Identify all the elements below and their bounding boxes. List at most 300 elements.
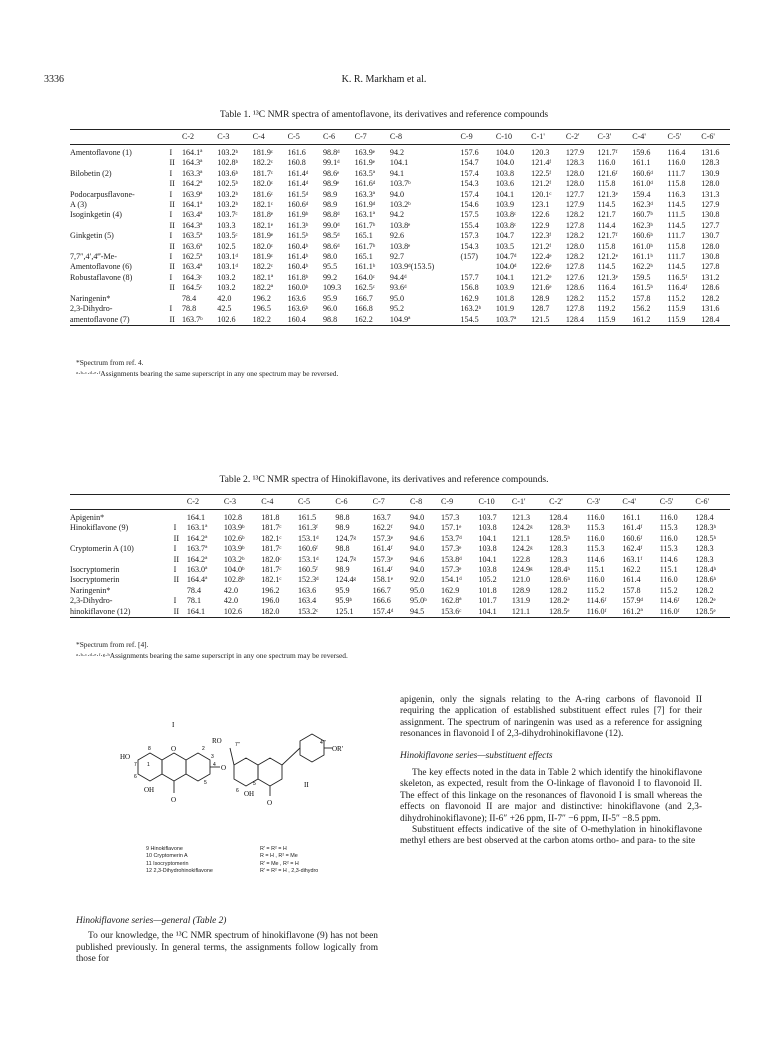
shift-cell: 121.7ᶠ [597,148,618,157]
table-row [70,221,730,231]
shift-cell: 114.5 [597,200,616,210]
shift-cell: 164.1 [184,607,221,618]
unit-label: II [169,200,175,210]
shift-cell: 103.1ᵈ [217,252,239,262]
table-row [70,242,730,252]
column-header: C-6 [320,130,352,145]
unit-label: I [173,523,177,533]
shift-cell: 166.7 [354,293,373,303]
shift-cell: 165.1 [354,252,373,262]
shift-cell: 128.4ʰ [695,565,717,575]
shift-cell: 103.8 [478,523,497,533]
shift-cell: 103.9ᵇ [223,523,245,533]
shift-cell: 164.2ª [186,533,208,543]
or-label: OR' [332,745,343,753]
shift-cell: 101.9 [495,304,515,314]
shift-cell: 121.3ᵉ [597,189,618,199]
shift-cell: 101.8 [495,293,515,303]
shift-cell: 131.6 [701,148,720,157]
table-row [70,596,730,606]
shift-cell: 161.7ᵇ [354,241,376,251]
shift-cell: 164.0ᶜ [354,272,375,282]
shift-cell: 104.1 [495,189,515,199]
unit-label: II [169,158,175,168]
shift-cell: 115.3 [586,544,605,554]
compound-name: Bilobetin (2) [70,168,112,178]
shift-cell: 164.5ᶜ [181,283,203,293]
shift-cell: 182.2 [250,315,285,326]
pos-8: 8 [148,746,151,752]
legend-name: 10 Cryptomerin A [146,853,188,860]
shift-cell: 161.4ᵈ [287,179,309,189]
shift-cell: 161.6 [287,148,306,157]
right-paragraph-3: Substituent effects indicative of the site of O-methylation in hinokiflavone methyl ethers are best observed at the carbon atoms ortho- and para- to the site [400,825,702,847]
table-row [70,607,730,618]
column-header: C-6 [332,495,369,510]
shift-cell: 115.3 [659,523,678,533]
unit-label: II [173,554,180,564]
shift-cell: 103.2ᵇ [389,200,411,210]
shift-cell: 121.4ᶠ [531,158,552,168]
shift-cell: 160.6ᵈ [287,200,309,210]
shift-cell: 42.0 [217,293,232,303]
shift-cell: 102.6 [214,315,249,326]
shift-cell: 162.2ᶠ [372,523,393,533]
shift-cell: 116.0 [659,575,678,585]
shift-cell: 157.9ᵈ [622,596,644,606]
shift-cell: 162.4ᶠ [622,544,643,554]
shift-cell: 163.3ª [181,168,203,178]
shift-cell: 161.5ᵇ [287,231,309,241]
shift-cell: 162.3ᵇ [632,220,653,230]
shift-cell: 157.3ᵉ [441,544,462,554]
shift-cell: 95.9 [322,293,338,303]
shift-cell: 122.8 [511,554,531,564]
shift-cell: 159.5 [632,272,651,282]
shift-cell: 98.9ᵉ [322,179,340,189]
table-row [70,210,730,220]
shift-cell: 164.3ᶜ [181,272,203,282]
shift-cell: 103.2 [217,272,236,282]
shift-cell: 128.9 [531,293,550,303]
shift-cell: 120.1ᶜ [531,189,552,199]
shift-cell: 128.0 [565,168,585,178]
shift-cell: 163.0ª [186,565,208,575]
unit-label: I [169,252,173,262]
shift-cell: 99.1ᵈ [322,158,340,168]
table-row [70,544,730,554]
shift-cell: 94.0 [410,544,425,554]
shift-cell: 127.9 [565,148,585,157]
shift-cell: 128.2 [701,293,720,303]
shift-cell: 160.8 [287,158,306,168]
shift-cell: 128.9 [511,585,531,595]
shift-cell: 163.1ᶠ [622,554,643,564]
shift-cell: 122.5ᶠ [531,168,552,178]
compound-name [70,242,166,252]
shift-cell: 164.1ª [181,200,203,210]
shift-cell: 98.0 [322,252,338,262]
shift-cell: 78.4 [186,585,202,595]
shift-cell: 92.7 [389,252,405,262]
shift-cell: 163.7ᵇ [179,315,214,326]
shift-cell: 121.6ᶠ [597,168,618,178]
shift-cell: 116.0ᶠ [584,607,620,618]
shift-cell: 104.7ᵈ [495,252,517,262]
page-number: 3336 [44,74,64,85]
table1-footnote-assign: ᵃ·ᵇ·ᶜ·ᵈ·ᵉ·ᶠAssignments bearing the same superscript in any one spectrum may be reversed. [76,369,339,378]
table-row [70,231,730,241]
shift-cell: 116.3 [667,189,686,199]
shift-cell: 95.0ᵇ [410,596,427,606]
shift-cell: 102.5 [217,241,236,251]
shift-cell: 111.7 [667,252,686,262]
shift-cell: 128.3 [549,544,568,554]
ring-c-I [162,753,186,781]
compound-name: Amentoflavone (6) [70,262,132,272]
shift-cell: 182.0ᶜ [252,241,273,251]
shift-cell: 104.9ª [387,315,458,326]
shift-cell: 94.6 [410,554,425,564]
shift-cell: 124.7ᵍ [335,533,356,543]
pos-6: 6 [134,774,137,780]
shift-cell: 121.3ᵉ [597,272,618,282]
shift-cell: 154.1ᵈ [441,575,462,585]
shift-cell: 182.1ᶜ [261,533,282,543]
shift-cell: 161.1 [622,513,641,522]
shift-cell: 181.7ᶜ [261,523,282,533]
unit-label: II [166,315,179,326]
shift-cell: 153.6ᶜ [438,607,475,618]
shift-cell: 128.5ʰ [695,533,717,543]
ring-c-II [258,758,282,786]
shift-cell: 101.7 [478,596,497,606]
shift-cell: 98.9 [335,565,350,575]
shift-cell: 128.5ʰ [549,533,570,543]
shift-cell: 128.2ᵉ [695,596,716,606]
shift-cell: 124.7ᵍ [335,554,356,564]
unit-label: I [173,565,177,575]
table-row [70,586,730,596]
shift-cell: 164.3ª [181,220,203,230]
carbonyl-o-I: O [171,796,177,804]
shift-cell: 182.1ᶜ [261,575,282,585]
shift-cell: 94.0 [389,189,405,199]
shift-cell: 157.4 [460,168,479,178]
column-header: C-10 [493,130,528,145]
pos-2: 2 [202,746,205,752]
shift-cell: 114.6ᶠ [586,596,607,606]
shift-cell: 116.0 [586,575,605,585]
compound-name: Ginkgetin (5) [70,231,114,241]
shift-cell: 163.1ª [186,523,208,533]
unit-label: I [169,189,173,199]
table-row [70,575,730,585]
shift-cell: 94.2 [389,148,405,157]
shift-cell: 163.4ª [181,262,203,272]
shift-cell: 121.2ᵉ [531,272,552,282]
shift-cell: 122.3ᶠ [531,231,552,241]
shift-cell: 161.6ᵈ [354,179,376,189]
shift-cell: 161.1ᵇ [632,252,653,262]
shift-cell: 42.0 [223,596,239,606]
shift-cell: 128.2 [565,231,585,241]
shift-cell: 94.4ᵈ [389,272,407,282]
shift-cell: 160.6ᶠ [297,544,318,554]
column-header: C-5 [285,130,320,145]
column-header: C-9 [457,130,492,145]
shift-cell: 181.9ᶜ [252,148,273,157]
shift-cell: 161.2 [629,315,664,326]
shift-cell: 161.9ᵈ [354,200,376,210]
shift-cell: 103.9 [495,283,515,293]
shift-cell: 161.5 [297,513,317,522]
ro-label: RO [212,737,222,745]
header-blank [166,130,179,145]
table-row [70,200,730,210]
shift-cell: 99.2 [322,272,338,282]
shift-cell: 181.9ᵉ [252,231,273,241]
table-row [70,510,730,524]
table-row [70,158,730,168]
shift-cell: 104.1 [495,272,515,282]
shift-cell: 128.4 [563,315,595,326]
shift-cell: 115.9 [594,315,629,326]
table2 [70,494,730,618]
unit-label: I [173,544,177,554]
shift-cell: 103.8 [478,565,497,575]
shift-cell: 95.9ᵇ [335,596,353,606]
shift-cell: 182.0ᶜ [252,179,273,189]
shift-cell: 115.9 [667,304,686,314]
shift-cell: 109.3 [322,283,342,293]
table-row [70,273,730,283]
compound-legend-names [146,846,213,876]
shift-cell: 128.4 [695,513,714,522]
column-header: C-2' [563,130,595,145]
shift-cell: 156.2 [632,304,651,314]
pos-7pp: 7'' [235,742,240,748]
shift-cell: 94.5 [407,607,438,618]
shift-cell: 161.1 [632,158,651,168]
shift-cell: 162.9 [441,585,460,595]
shift-cell: 160.4 [285,315,320,326]
legend-subst: R' = R² = H [260,846,287,852]
shift-cell: 115.2 [659,585,678,595]
shift-cell: 160.6ᶠ [622,533,643,543]
compound-name [70,179,166,189]
shift-cell: 115.1 [586,565,605,575]
shift-cell: 115.8 [597,241,616,251]
shift-cell: 114.6ᶠ [659,596,680,606]
shift-cell: 115.1 [659,565,678,575]
shift-cell: 154.3 [460,241,479,251]
shift-cell: 127.8 [565,262,585,272]
shift-cell: 163.3ª [354,189,376,199]
shift-cell: 104.1 [478,533,497,543]
shift-cell: 157.1ᵉ [441,523,462,533]
shift-cell: 95.5 [322,262,338,272]
compound-name [70,283,166,293]
shift-cell: 153.7ᵈ [441,533,462,543]
shift-cell: 163.1ª [354,210,376,220]
shift-cell: 182.0ᶜ [261,554,282,564]
unit-label [166,294,179,304]
shift-cell: 196.2 [252,293,271,303]
shift-cell: 98.9 [322,189,338,199]
shift-cell: 98.6ᵉ [322,168,340,178]
shift-cell: 165.1 [354,231,373,241]
shift-cell: 103.8ᶜ [495,220,517,230]
shift-cell: 128.3 [549,554,568,564]
shift-cell: 131.9 [511,596,531,606]
ether-o: O [221,764,227,772]
column-header: C-3 [221,495,258,510]
shift-cell: 111.7 [667,231,686,241]
shift-cell: 163.5ª [354,168,376,178]
shift-cell: 182.1ª [252,272,274,282]
shift-cell: 162.2 [622,565,641,575]
shift-cell: 95.2 [389,304,405,314]
shift-cell: 128.3ʰ [549,523,570,533]
shift-cell: 164.2ª [186,554,208,564]
column-header: C-5' [665,130,699,145]
shift-cell: 128.0 [701,241,720,251]
shift-cell: 128.2ᵉ [549,596,570,606]
shift-cell: 164.1 [186,513,206,522]
shift-cell: 161.0ᵈ [632,179,653,189]
table-row [70,262,730,272]
shift-cell: 115.8 [597,179,616,189]
shift-cell: 115.8 [667,241,686,251]
shift-cell: 181.7ᶜ [261,544,282,554]
shift-cell: 124.2ᵍ [511,544,533,554]
shift-cell: 128.0 [701,179,720,189]
shift-cell: 160.7ᵇ [632,210,653,220]
shift-cell: 115.2 [597,293,616,303]
shift-cell: 157.3 [460,231,479,241]
shift-cell: 154.6 [460,200,479,210]
column-header: C-2 [184,495,221,510]
shift-cell: 181.8 [261,513,280,522]
shift-cell: 162.3ᵈ [632,200,653,210]
shift-cell: 119.2 [597,304,616,314]
column-header: C-2' [546,495,584,510]
shift-cell: 104.1 [478,554,497,564]
shift-cell: 103.8ᶜ [495,210,517,220]
ho-label: HO [120,753,131,761]
shift-cell: 161.4ᶠ [372,565,393,575]
shift-cell: 98.6ᵈ [322,241,340,251]
shift-cell: 121.7 [597,210,616,220]
column-header: C-4 [258,495,295,510]
shift-cell: 114.6 [659,554,678,564]
column-header: C-3' [594,130,629,145]
shift-cell: 115.3 [659,544,678,554]
compound-name: Apigenin* [70,513,105,522]
compound-name: Amentoflavone (1) [70,148,132,157]
shift-cell: 157.7 [460,272,479,282]
shift-cell: 163.6ᵇ [287,304,309,314]
hinokiflavone-structure-diagram [114,710,364,845]
shift-cell: 42.5 [217,304,232,314]
table-row [70,190,730,200]
shift-cell: 163.6 [287,293,306,303]
compound-name [70,158,166,168]
shift-cell: 102.6 [221,607,258,618]
shift-cell: 157.6 [460,148,479,157]
table-row [70,252,730,262]
shift-cell: 104.7 [495,231,515,241]
shift-cell: 127.8 [701,262,720,272]
shift-cell: 98.8ᵈ [322,148,340,157]
table-row [70,179,730,189]
shift-cell: 114.6 [586,554,605,564]
unit-label: I [169,168,173,178]
shift-cell: 124.2ᵍ [511,523,533,533]
pos-5b: 5 [253,781,256,787]
shift-cell: 114.4 [597,220,616,230]
shift-cell: 128.2 [695,585,714,595]
shift-cell: 163.6ª [181,241,203,251]
shift-cell: 127.6 [565,272,585,282]
shift-cell: 163.4ª [181,210,203,220]
shift-cell: 116.0 [667,158,686,168]
shift-cell: 104.0 [495,158,515,168]
shift-cell: 116.4 [597,283,616,293]
shift-cell: 160.4ᵇ [287,241,309,251]
shift-cell: 78.8 [181,304,197,314]
table2-footnote-ref: *Spectrum from ref. [4]. [76,640,149,649]
table2-footnote-assign: ᵃ·ᵇ·ᶜ·ᵈ·ᵉ·ᶠ·ᵍ·ʰAssignments bearing the same superscript in any one spectrum may be reversed. [76,651,348,660]
shift-cell: 161.4ᶠ [372,544,393,554]
shift-cell: 124.4ᵍ [335,575,356,585]
shift-cell: 128.0 [565,179,585,189]
shift-cell: 161.4ᵇ [287,252,309,262]
legend-name: 9 Hinokiflavone [146,846,183,852]
shift-cell: 128.6 [701,283,720,293]
shift-cell: 116.0ᶠ [657,607,693,618]
shift-cell: 154.5 [457,315,492,326]
shift-cell: 103.6 [495,179,515,189]
shift-cell: 182.1ᶜ [252,200,273,210]
shift-cell: 102.8ᵇ [223,575,245,585]
shift-cell: 128.6ʰ [695,575,717,585]
shift-cell: 122.6ᵉ [531,262,552,272]
shift-cell: 163.5ª [181,231,203,241]
column-header: C-4' [629,130,664,145]
table-row [70,294,730,304]
shift-cell: 161.2ª [619,607,656,618]
shift-cell: 162.2 [352,315,387,326]
compound-name: 2,3-Dihydro- [70,596,113,606]
shift-cell: 115.2 [667,293,686,303]
left-column-text [76,916,378,966]
shift-cell: 128.3 [695,554,714,564]
shift-cell: 125.1 [332,607,369,618]
column-header: C-9 [438,495,475,510]
shift-cell: 115.9 [665,315,699,326]
shift-cell: 160.6ᵇ [632,231,653,241]
shift-cell: 103.9 [495,200,515,210]
shift-cell: 92.6 [389,231,405,241]
shift-cell: 182.2ª [252,283,274,293]
shift-cell: 111.7 [667,168,686,178]
unit-label: I [169,210,173,220]
column-header: C-1' [528,130,563,145]
shift-cell: 157.3ᵉ [372,554,393,564]
oh-label-I: OH [144,786,155,794]
